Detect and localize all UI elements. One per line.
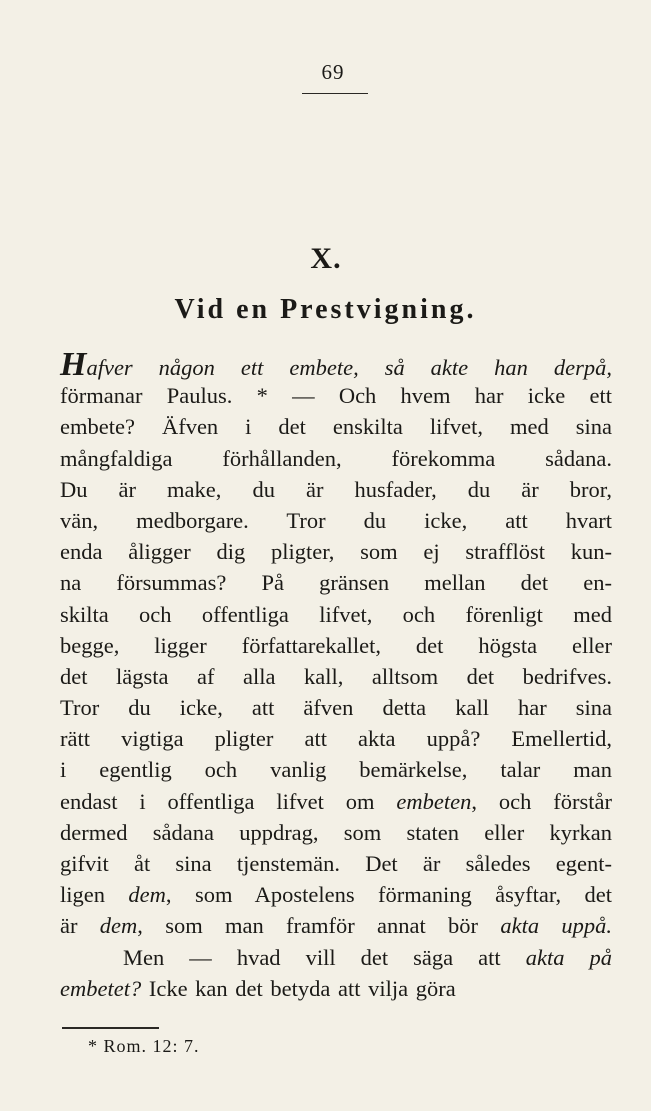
footnote: * Rom. 12: 7. — [88, 1036, 200, 1056]
text-line — [60, 942, 612, 973]
text-line — [60, 380, 612, 411]
text-line — [60, 692, 612, 723]
text-line — [60, 973, 612, 1004]
text-line — [60, 599, 612, 630]
text-segment: Icke kan det betyda att vilja göra — [141, 975, 456, 1001]
text-line — [60, 848, 612, 879]
emphasis-text: akta uppå. — [500, 913, 612, 939]
emphasis-text: dem — [99, 913, 138, 939]
emphasis-text: dem — [128, 882, 166, 908]
text-segment: , som man framför annat bör — [137, 913, 501, 939]
text-line — [60, 786, 612, 817]
text-segment: mångfaldiga förhållanden, förekomma sådana. — [60, 445, 612, 471]
text-segment: det lägsta af alla kall, alltsom det bedrifves. — [60, 663, 612, 689]
text-line — [60, 661, 612, 692]
emphasis-text: embetet? — [60, 975, 142, 1001]
drop-cap: H — [60, 346, 87, 383]
page-number: 69 — [321, 60, 345, 84]
text-segment: förmanar Paulus. * — Och hvem har icke ett — [60, 383, 612, 409]
text-segment: gifvit åt sina tjenstemän. Det är således egent- — [60, 851, 612, 876]
text-segment: rätt vigtiga pligter att akta uppå? Emellertid, — [60, 726, 612, 752]
text-segment: begge, ligger författarekallet, det högsta eller — [60, 632, 612, 658]
footnote-rule — [62, 1027, 159, 1029]
emphasis-text: afver någon ett embete, så akte han derpå, — [86, 355, 612, 380]
text-segment: enda åligger dig pligter, som ej strafflöst kun- — [60, 539, 612, 565]
text-line — [60, 817, 612, 848]
text-segment: , och förstår — [471, 788, 612, 814]
emphasis-text: embeten — [396, 788, 472, 814]
text-line — [60, 630, 612, 661]
text-segment: dermed sådana uppdrag, som staten eller kyrkan — [60, 819, 612, 845]
text-line — [60, 505, 612, 536]
text-segment: na försummas? På gränsen mellan det en- — [60, 570, 612, 596]
text-line — [60, 411, 612, 442]
emphasis-text: akta på — [525, 944, 612, 970]
text-segment: ligen — [60, 882, 129, 908]
text-line — [60, 723, 612, 754]
text-line — [60, 910, 612, 941]
text-line — [60, 879, 612, 910]
chapter-numeral: X. — [310, 242, 342, 275]
text-segment: endast i offentliga lifvet om — [60, 788, 397, 814]
text-line — [60, 443, 612, 474]
text-segment: vän, medborgare. Tror du icke, att hvart — [60, 507, 612, 533]
text-line — [60, 346, 612, 383]
page-number-rule — [302, 93, 368, 94]
text-line — [60, 474, 612, 505]
text-segment: Tror du icke, att äfven detta kall har sina — [60, 695, 612, 721]
text-segment: Men — hvad vill det säga att — [123, 944, 526, 970]
text-segment: i egentlig och vanlig bemärkelse, talar man — [60, 757, 612, 783]
text-segment: , som Apostelens förmaning åsyftar, det — [165, 882, 612, 908]
body-text — [60, 346, 612, 1004]
text-line — [60, 567, 612, 598]
text-segment: skilta och offentliga lifvet, och förenligt med — [60, 601, 612, 627]
text-segment: embete? Äfven i det enskilta lifvet, med sina — [60, 414, 612, 440]
text-segment: är — [60, 913, 100, 939]
text-segment: Du är make, du är husfader, du är bror, — [60, 476, 612, 502]
chapter-title: Vid en Prestvigning. — [174, 294, 477, 325]
text-line — [60, 536, 612, 567]
text-line — [60, 754, 612, 785]
